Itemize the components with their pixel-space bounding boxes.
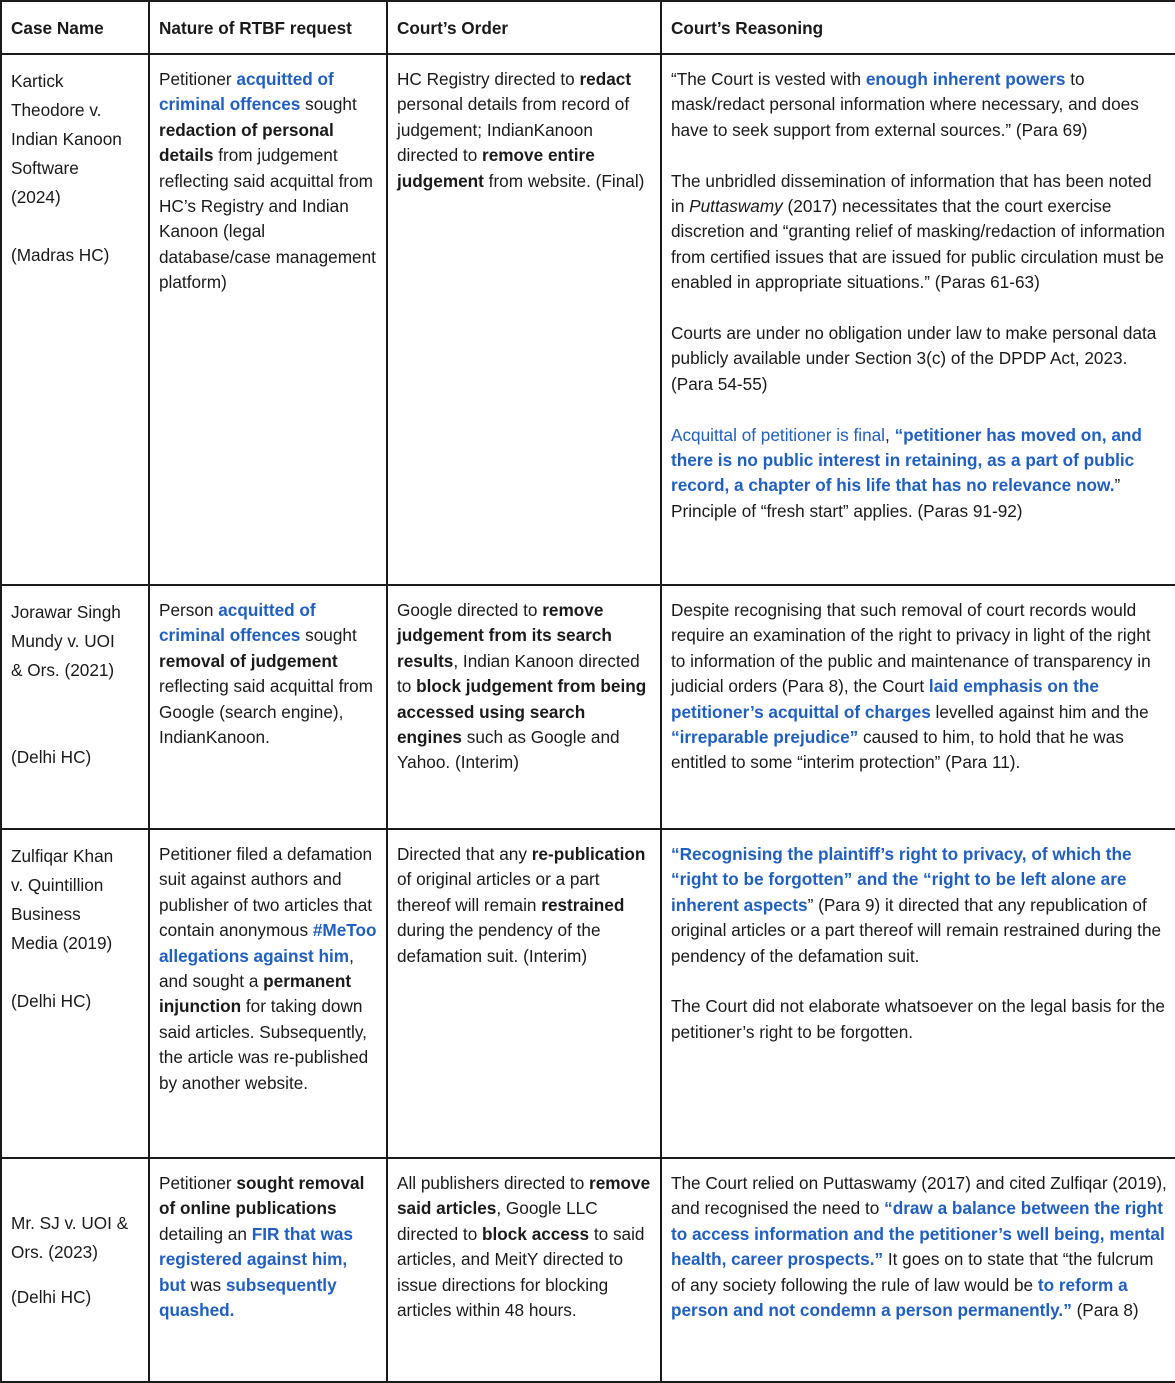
text-run: “irreparable prejudice” [671,727,859,748]
text-run: Petitioner [159,1173,237,1193]
text-run: sought [300,625,357,646]
text-run: HC Registry directed to [397,69,580,89]
text-run: levelled against him and the [930,701,1149,722]
text-run: The unbridled dissemination of information that has been noted in [671,170,1152,217]
text-run: (2017) necessitates that the court exercise discretion and “granting relief of masking/redaction of information from certified issues that are issued for public circulation must be enabled in appropriate situations.” (Paras 61-63) [671,196,1165,293]
case-name-line: Indian Kanoon [11,129,122,149]
table-row [1,585,1175,829]
header-nature-of-request: Nature of RTBF request [149,1,387,54]
order-cell [387,1158,661,1382]
text-run: It goes on to state that “the fulcrum of any society following the rule of law would be [671,1249,1154,1295]
header-courts-reasoning: Court’s Reasoning [661,1,1175,54]
case-name-cell [1,1158,149,1382]
text-run: during the pendency of the defamation suit. (Interim) [397,920,601,966]
text-run: from judgement reflecting said acquittal from HC’s Registry and Indian Kanoon (legal database/case management platform) [159,145,376,293]
text-run: sought [300,94,357,115]
table-row [1,1158,1175,1382]
text-run: #MeToo allegations against him [159,920,377,966]
court-name: (Delhi HC) [11,1287,92,1307]
text-run: “petitioner has moved on, and there is no public interest in retaining, as a part of public record, a chapter of his life that has no relevance now. [671,424,1142,496]
text-run: , Indian Kanoon directed to [397,650,640,697]
reasoning-cell [661,585,1175,829]
case-name-line: v. Quintillion [11,875,104,895]
case-name-line: Mundy v. UOI [11,631,115,651]
request-text [159,842,378,1096]
text-run: remove said articles [397,1173,651,1219]
case-name-line: Ors. (2023) [11,1242,98,1262]
text-run: caused to him, to hold that he was entitled to some “interim protection” (Para 11). [671,727,1124,773]
order-text [397,598,652,776]
reasoning-paragraph [671,423,1167,525]
order-cell [387,585,661,829]
text-run: subsequently quashed. [159,1274,337,1321]
text-run: for taking down said articles. Subsequently, the article was re-published by another website. [159,996,369,1093]
text-run: , Google LLC directed to [397,1198,598,1244]
case-name-line: Jorawar Singh [11,602,121,622]
text-run: The Court did not elaborate whatsoever on the legal basis for the petitioner’s right to be forgotten. [671,996,1165,1042]
header-row [1,1,1175,54]
reasoning-cell [661,54,1175,585]
case-name [11,842,140,958]
table-row [1,54,1175,585]
text-run: remove judgement from its search results [397,600,612,671]
court-name: (Delhi HC) [11,747,92,767]
case-name-line: Media (2019) [11,933,113,953]
text-run: re-publication [531,844,646,864]
case-name-line: Zulfiqar Khan [11,846,114,866]
case-name-cell [1,829,149,1158]
case-name [11,1209,140,1267]
case-name-line: & Ors. (2021) [11,660,115,680]
text-run: Person [159,600,219,620]
text-run: detailing an [159,1223,252,1244]
text-run: of original articles or a part thereof will remain [397,869,600,915]
reasoning-paragraph [671,169,1167,296]
case-name-line: Kartick [11,71,64,91]
text-run: FIR that was registered against him, but [159,1223,353,1295]
text-run: redact [579,69,632,89]
table-row [1,829,1175,1158]
text-run: All publishers directed to [397,1173,590,1193]
case-name-line: Business [11,904,81,924]
reasoning-paragraph [671,994,1167,1045]
text-run: redaction of personal details [159,119,334,166]
header-courts-order: Court’s Order [387,1,661,54]
text-run: to mask/redact personal information where necessary, and does have to seek support from external sources.” (Para 69) [671,69,1139,140]
text-run: Google directed to [397,600,543,620]
request-text [159,598,378,750]
order-cell [387,829,661,1158]
header-case-name: Case Name [1,1,149,54]
case-name [11,67,140,212]
order-text [397,67,652,194]
order-cell [387,54,661,585]
reasoning-paragraph [671,842,1167,969]
request-cell [149,1158,387,1382]
text-run: restrained [541,894,625,915]
text-run: permanent injunction [159,971,352,1017]
request-cell [149,54,387,585]
text-run: acquitted of criminal offences [159,69,334,115]
text-run: , [885,424,895,445]
text-run: Despite recognising that such removal of court records would require an examination of the right to privacy in light of the right to information of the public and maintenance of transparency in judicial orders (Para 8), the Court [671,600,1151,697]
request-text [159,67,378,296]
order-text [397,1171,652,1323]
text-run: Puttaswamy [689,196,783,217]
text-run: removal of judgement [159,650,338,671]
text-run: Directed that any [397,844,532,864]
text-run: Petitioner [159,69,237,89]
text-run: “Recognising the plaintiff’s right to privacy, of which the “right to be forgotten” and the “right to be left alone are inherent aspects [671,844,1132,915]
reasoning-cell [661,1158,1175,1382]
text-run: such as Google and Yahoo. (Interim) [397,727,620,773]
reasoning-paragraph [671,1171,1167,1323]
text-run: block judgement from being accessed using search engines [397,676,647,748]
text-run: from website. (Final) [483,170,645,191]
case-name-line: Software [11,158,79,178]
text-run: block access [482,1223,590,1244]
text-run: Courts are under no obligation under law to make personal data publicly available under Section 3(c) of the DPDP Act, 2023. (Para 54-55) [671,323,1157,394]
court-name: (Delhi HC) [11,991,92,1011]
case-name-line: Theodore v. [11,100,102,120]
text-run: to said articles, and MeitY directed to issue directions for blocking articles within 48 hours. [397,1223,645,1321]
case-name-line: (2024) [11,187,61,207]
text-run: , and sought a [159,945,354,992]
text-run: ” Principle of “fresh start” applies. (Paras 91-92) [671,475,1121,521]
request-cell [149,585,387,829]
request-cell [149,829,387,1158]
text-run: personal details from record of judgement; IndianKanoon directed to [397,94,630,166]
case-name [11,598,140,685]
text-run: laid emphasis on the petitioner’s acquittal of charges [671,676,1099,722]
text-run: The Court relied on Puttaswamy (2017) and cited Zulfiqar (2019), and recognised the need to [671,1173,1167,1219]
text-run: enough inherent powers [865,69,1066,89]
text-run: to reform a person and not condemn a person permanently.” [671,1274,1128,1321]
case-name-cell [1,585,149,829]
case-name-cell [1,54,149,585]
order-text [397,842,652,969]
reasoning-paragraph [671,321,1167,397]
text-run: acquitted of criminal offences [159,600,316,646]
text-run: reflecting said acquittal from Google (search engine), IndianKanoon. [159,676,373,748]
text-run: “The Court is vested with [671,69,866,89]
court-name: (Madras HC) [11,245,110,265]
text-run: sought removal of online publications [159,1173,365,1219]
text-run: ” (Para 9) it directed that any republication of original articles or a part thereof will remain restrained during the pendency of the defamation suit. [671,894,1162,966]
text-run: was [185,1274,226,1295]
text-run: remove entire judgement [397,145,595,191]
request-text [159,1171,378,1323]
reasoning-cell [661,829,1175,1158]
text-run: Petitioner filed a defamation suit against authors and publisher of two articles that contain anonymous [159,844,373,941]
text-run: “draw a balance between the right to access information and the petitioner’s well being, mental health, career prospects.” [671,1198,1165,1270]
text-run: (Para 8) [1071,1300,1139,1321]
case-name-line: Mr. SJ v. UOI & [11,1213,129,1233]
reasoning-paragraph [671,598,1167,776]
reasoning-paragraph [671,67,1167,143]
text-run: Acquittal of petitioner is final [671,424,886,445]
